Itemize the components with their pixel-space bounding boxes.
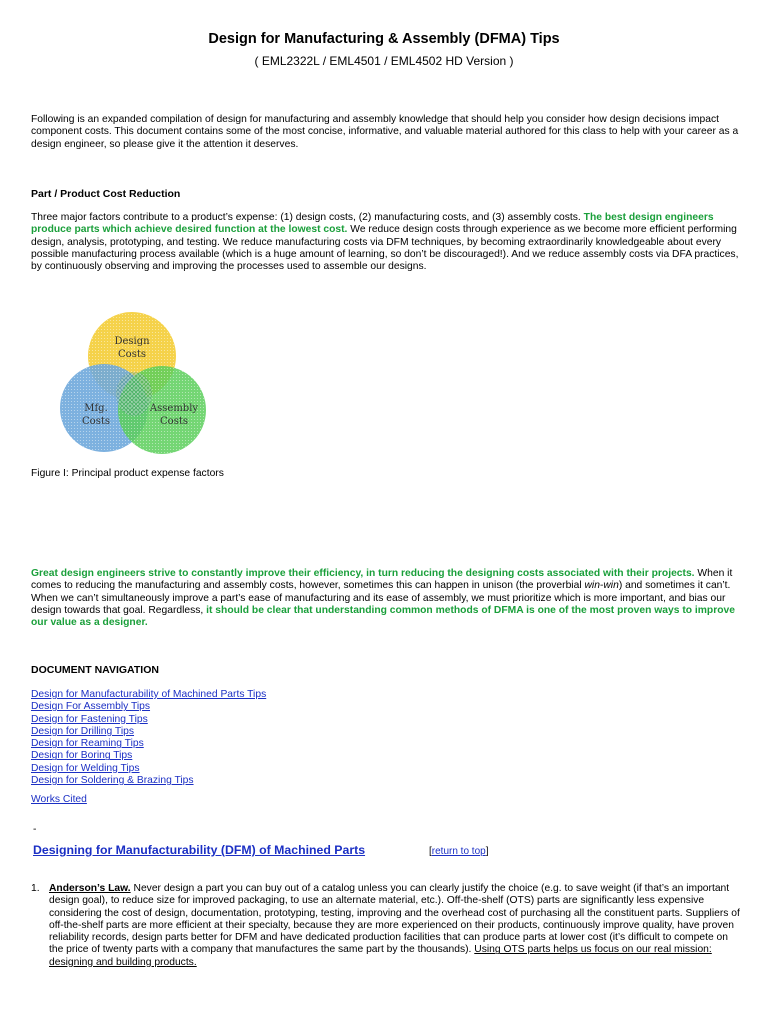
list-item-heading: Anderson’s Law.: [49, 883, 131, 894]
cost-paragraph: [31, 212, 739, 273]
venn-mfg-label-1: Mfg.: [84, 403, 108, 414]
efficiency-text-b: ) and sometimes it can’t. When we can’t simultaneously improve a part’s ease of manufacturing and its ease of assembly, we must prioritize which is more important, and bias our design towards that goal. Regardless,: [31, 580, 731, 616]
intro-paragraph: Following is an expanded compilation of design for manufacturing and assembly knowledge that should help you consider how design decisions impact component costs. This document contains some of the most concise, informative, and valuable material authored for this class to help with your career as a design engineer, so please give it the attention it deserves.: [31, 114, 739, 150]
page-title: Design for Manufacturing & Assembly (DFMA) Tips: [208, 31, 560, 47]
venn-design-label-1: Design: [114, 336, 150, 347]
cost-highlight: The best design engineers produce parts which achieve desired function at the lowest cost.: [31, 212, 714, 236]
separator-dash: -: [33, 824, 37, 835]
list-item-number: 1.: [31, 883, 40, 894]
venn-diagram: [52, 310, 222, 460]
efficiency-italic: win-win: [584, 580, 619, 592]
nav-link-soldering[interactable]: Design for Soldering & Brazing Tips: [31, 775, 194, 787]
return-to-top-link[interactable]: return to top: [431, 846, 486, 857]
cost-section-heading: Part / Product Cost Reduction: [31, 188, 181, 200]
efficiency-text-a: When it comes to reducing the manufacturing and assembly costs, however, sometimes this can happen in unison (the proverbial: [31, 568, 733, 592]
list-item-underlined: Using OTS parts helps us focus on our real mission: designing and building products.: [49, 944, 712, 968]
figure-caption: Figure I: Principal product expense factors: [31, 468, 224, 479]
nav-link-drilling[interactable]: Design for Drilling Tips: [31, 725, 135, 737]
venn-assembly-label-1: Assembly: [149, 403, 199, 414]
list-item-text: Never design a part you can buy out of a catalog unless you can clearly justify the choice (e.g. to save weight (if that’s an important design goal), to reduce size for improved packaging, to use an alternate material, etc.). Off-the-shelf (OTS) parts are significantly less expensive considering the cost of design, documentation, prototyping, testing, improving and the overhead cost of purchasing all the constituent parts. Suppliers of off-the-shelf parts are more efficient at their specialty, because they are more experienced on their products, continuously improve quality, have proven reliability records, design parts better for DFM and have dedicated production facilities that can produce parts at lower cost (it’s difficult to compete on the price of twenty parts with a company that manufactures the same part by the thousands).: [49, 883, 740, 956]
navigation-heading: DOCUMENT NAVIGATION: [31, 664, 159, 676]
venn-mfg-label-2: Costs: [82, 416, 110, 427]
nav-link-reaming[interactable]: Design for Reaming Tips: [31, 738, 144, 750]
efficiency-paragraph: [31, 568, 739, 629]
nav-link-works-cited[interactable]: Works Cited: [31, 794, 87, 805]
list-item-body: [49, 883, 741, 969]
navigation-list: [31, 689, 266, 787]
dfm-section-title[interactable]: Designing for Manufacturability (DFM) of Machined Parts: [33, 843, 366, 857]
cost-text-a: Three major factors contribute to a product’s expense: (1) design costs, (2) manufacturing costs, and (3) assembly costs.: [31, 212, 584, 223]
return-to-top: [return to top]: [429, 846, 489, 857]
venn-design-label-2: Costs: [118, 349, 146, 360]
page-subtitle: ( EML2322L / EML4501 / EML4502 HD Version ): [254, 54, 514, 68]
cost-text-b: We reduce design costs through experience as we become more efficient performing design, analysis, prototyping, and testing. We reduce manufacturing costs via DFM techniques, by becoming extraordinarily knowledgeable about every possible manufacturing process available (which is a huge amount of learning, so don’t be discouraged!). And we reduce assembly costs via DFA practices, by continuously observing and improving the processes used to assemble our designs.: [31, 224, 739, 273]
efficiency-highlight-b: it should be clear that understanding common methods of DFMA is one of the most proven ways to improve our value as a designer.: [31, 604, 735, 629]
venn-assembly-label-2: Costs: [160, 416, 188, 427]
nav-link-dfa[interactable]: Design For Assembly Tips: [31, 701, 151, 713]
nav-link-fastening[interactable]: Design for Fastening Tips: [31, 713, 148, 725]
nav-link-dfm-machined[interactable]: Design for Manufacturability of Machined Parts Tips: [31, 689, 267, 700]
nav-link-welding[interactable]: Design for Welding Tips: [31, 762, 140, 774]
efficiency-highlight-a: Great design engineers strive to constantly improve their efficiency, in turn reducing the designing costs associated with their projects.: [31, 568, 695, 579]
nav-link-boring[interactable]: Design for Boring Tips: [31, 750, 133, 762]
